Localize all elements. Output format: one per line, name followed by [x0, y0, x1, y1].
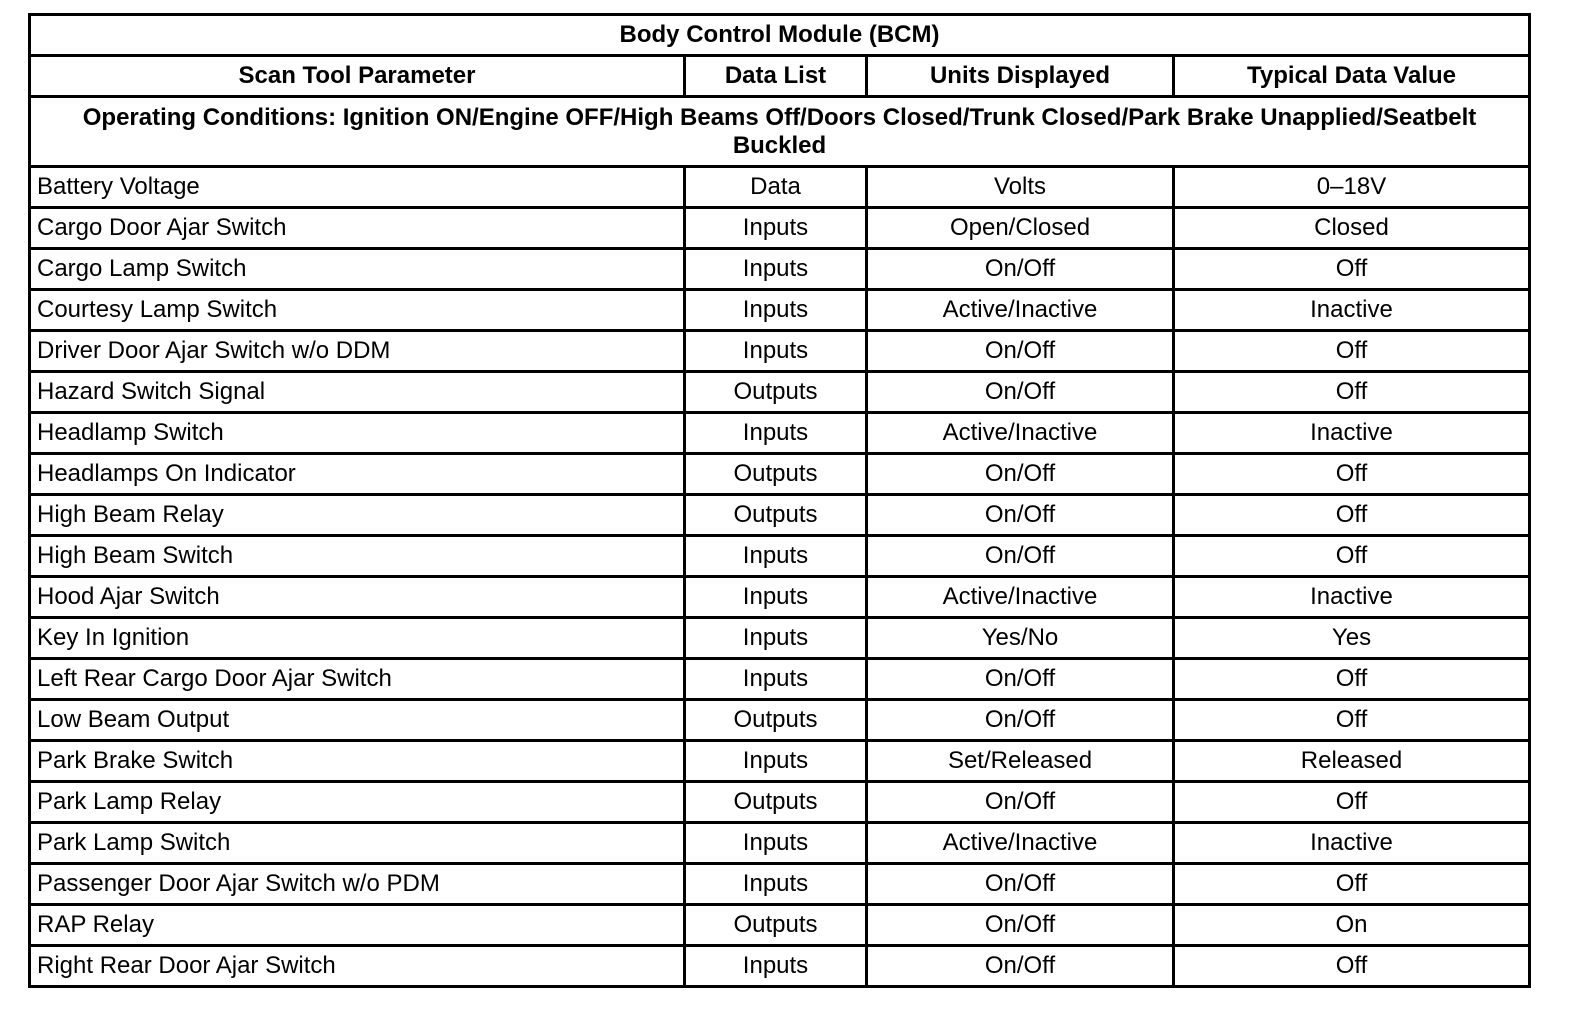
table-header-row [30, 56, 1530, 97]
table-row [30, 659, 1530, 700]
table-title: Body Control Module (BCM) [30, 15, 1530, 56]
table-row [30, 823, 1530, 864]
units-cell: On/Off [867, 372, 1174, 413]
units-cell: On/Off [867, 331, 1174, 372]
param-cell: Low Beam Output [30, 700, 685, 741]
units-cell: On/Off [867, 536, 1174, 577]
table-row [30, 618, 1530, 659]
data-list-cell: Inputs [685, 741, 867, 782]
header-data-list: Data List [685, 56, 867, 97]
param-cell: Left Rear Cargo Door Ajar Switch [30, 659, 685, 700]
data-list-cell: Outputs [685, 700, 867, 741]
typical-value-cell: On [1174, 905, 1530, 946]
data-list-cell: Inputs [685, 413, 867, 454]
typical-value-cell: Inactive [1174, 577, 1530, 618]
table-row [30, 290, 1530, 331]
table-row [30, 249, 1530, 290]
typical-value-cell: Off [1174, 700, 1530, 741]
units-cell: Set/Released [867, 741, 1174, 782]
units-cell: On/Off [867, 782, 1174, 823]
units-cell: Active/Inactive [867, 823, 1174, 864]
operating-conditions: Operating Conditions: Ignition ON/Engine OFF/High Beams Off/Doors Closed/Trunk Closed/Park Brake Unapplied/Seatbelt Buckled [30, 97, 1530, 167]
data-list-cell: Inputs [685, 208, 867, 249]
units-cell: On/Off [867, 659, 1174, 700]
units-cell: On/Off [867, 864, 1174, 905]
typical-value-cell: Inactive [1174, 823, 1530, 864]
typical-value-cell: Off [1174, 331, 1530, 372]
typical-value-cell: Off [1174, 864, 1530, 905]
units-cell: Active/Inactive [867, 290, 1174, 331]
header-typical-data-value: Typical Data Value [1174, 56, 1530, 97]
param-cell: High Beam Switch [30, 536, 685, 577]
param-cell: Headlamp Switch [30, 413, 685, 454]
typical-value-cell: Inactive [1174, 413, 1530, 454]
param-cell: Passenger Door Ajar Switch w/o PDM [30, 864, 685, 905]
param-cell: Hazard Switch Signal [30, 372, 685, 413]
table-body [30, 167, 1530, 987]
header-units-displayed: Units Displayed [867, 56, 1174, 97]
units-cell: On/Off [867, 905, 1174, 946]
operating-conditions-row [30, 97, 1530, 167]
typical-value-cell: Off [1174, 249, 1530, 290]
units-cell: On/Off [867, 454, 1174, 495]
table-row [30, 536, 1530, 577]
table-row [30, 577, 1530, 618]
bcm-data-table [28, 13, 1531, 988]
data-list-cell: Outputs [685, 372, 867, 413]
units-cell: Open/Closed [867, 208, 1174, 249]
table-row [30, 331, 1530, 372]
param-cell: Right Rear Door Ajar Switch [30, 946, 685, 987]
typical-value-cell: Off [1174, 946, 1530, 987]
units-cell: Active/Inactive [867, 577, 1174, 618]
data-list-cell: Inputs [685, 659, 867, 700]
data-list-cell: Outputs [685, 782, 867, 823]
param-cell: Courtesy Lamp Switch [30, 290, 685, 331]
table-row [30, 741, 1530, 782]
typical-value-cell: Off [1174, 495, 1530, 536]
units-cell: On/Off [867, 249, 1174, 290]
data-list-cell: Inputs [685, 946, 867, 987]
units-cell: Yes/No [867, 618, 1174, 659]
param-cell: Park Brake Switch [30, 741, 685, 782]
table-row [30, 454, 1530, 495]
data-list-cell: Outputs [685, 454, 867, 495]
typical-value-cell: Off [1174, 536, 1530, 577]
table-row [30, 782, 1530, 823]
table-row [30, 495, 1530, 536]
param-cell: Park Lamp Relay [30, 782, 685, 823]
param-cell: RAP Relay [30, 905, 685, 946]
data-list-cell: Inputs [685, 823, 867, 864]
param-cell: Battery Voltage [30, 167, 685, 208]
data-list-cell: Inputs [685, 577, 867, 618]
param-cell: Driver Door Ajar Switch w/o DDM [30, 331, 685, 372]
param-cell: Key In Ignition [30, 618, 685, 659]
data-list-cell: Inputs [685, 290, 867, 331]
param-cell: Cargo Lamp Switch [30, 249, 685, 290]
data-list-cell: Inputs [685, 331, 867, 372]
table-row [30, 700, 1530, 741]
data-list-cell: Outputs [685, 495, 867, 536]
units-cell: On/Off [867, 700, 1174, 741]
units-cell: Volts [867, 167, 1174, 208]
table-row [30, 208, 1530, 249]
bcm-data-table-container [28, 13, 1528, 988]
typical-value-cell: Closed [1174, 208, 1530, 249]
param-cell: Hood Ajar Switch [30, 577, 685, 618]
header-scan-tool-parameter: Scan Tool Parameter [30, 56, 685, 97]
data-list-cell: Inputs [685, 618, 867, 659]
data-list-cell: Inputs [685, 864, 867, 905]
table-row [30, 167, 1530, 208]
typical-value-cell: Yes [1174, 618, 1530, 659]
data-list-cell: Inputs [685, 536, 867, 577]
data-list-cell: Data [685, 167, 867, 208]
table-row [30, 372, 1530, 413]
units-cell: Active/Inactive [867, 413, 1174, 454]
typical-value-cell: Off [1174, 782, 1530, 823]
typical-value-cell: Off [1174, 372, 1530, 413]
param-cell: Headlamps On Indicator [30, 454, 685, 495]
units-cell: On/Off [867, 495, 1174, 536]
param-cell: Park Lamp Switch [30, 823, 685, 864]
param-cell: Cargo Door Ajar Switch [30, 208, 685, 249]
param-cell: High Beam Relay [30, 495, 685, 536]
typical-value-cell: Inactive [1174, 290, 1530, 331]
typical-value-cell: Off [1174, 659, 1530, 700]
typical-value-cell: 0–18V [1174, 167, 1530, 208]
data-list-cell: Outputs [685, 905, 867, 946]
table-title-row [30, 15, 1530, 56]
table-row [30, 946, 1530, 987]
table-row [30, 864, 1530, 905]
data-list-cell: Inputs [685, 249, 867, 290]
typical-value-cell: Released [1174, 741, 1530, 782]
table-row [30, 905, 1530, 946]
table-row [30, 413, 1530, 454]
units-cell: On/Off [867, 946, 1174, 987]
typical-value-cell: Off [1174, 454, 1530, 495]
